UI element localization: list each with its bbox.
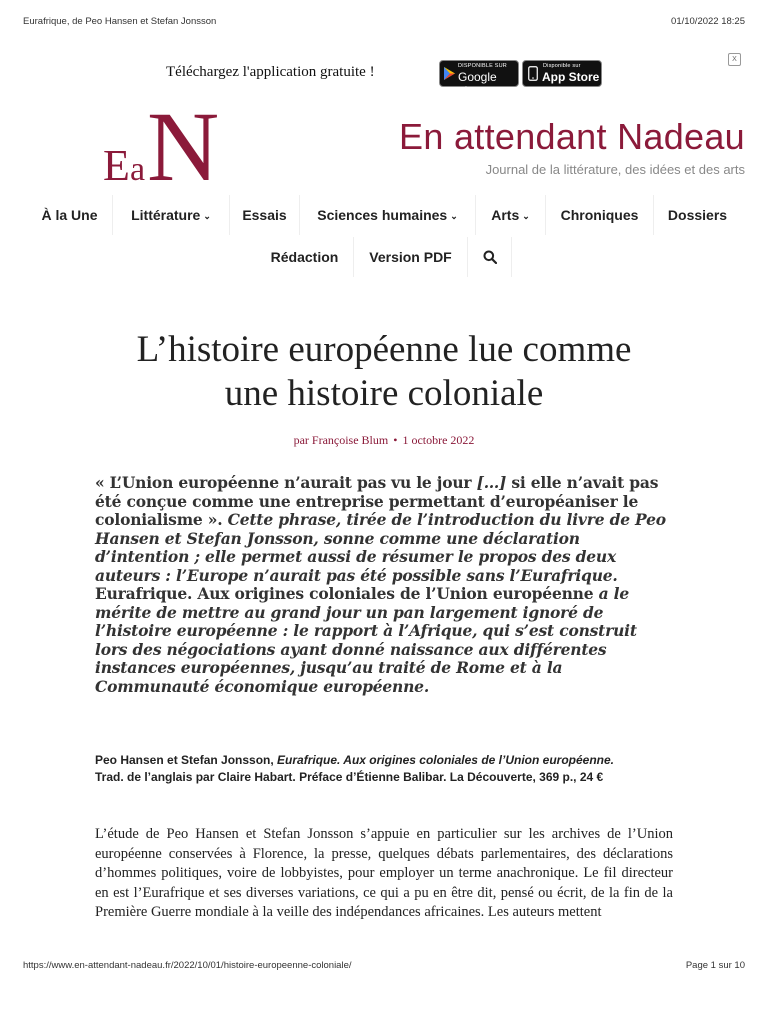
site-logo[interactable] xyxy=(103,100,219,184)
app-store-label: App Store xyxy=(542,70,600,84)
app-promo-banner xyxy=(0,60,768,98)
book-authors: Peo Hansen et Stefan Jonsson, xyxy=(95,753,278,767)
ad-close-icon[interactable]: X xyxy=(728,53,741,66)
site-tagline: Journal de la littérature, des idées et des arts xyxy=(485,162,745,177)
book-reference xyxy=(95,752,695,786)
nav-item-label: Sciences humaines xyxy=(317,207,448,223)
nav-item-label: Dossiers xyxy=(667,207,728,223)
nav-item-dossiers[interactable] xyxy=(654,195,741,235)
byline-author[interactable]: par Françoise Blum xyxy=(293,433,389,447)
search-icon xyxy=(483,250,497,264)
main-nav-row-2 xyxy=(0,237,768,277)
nav-item-sciences-humaines[interactable] xyxy=(300,195,476,235)
nav-item-label: À la Une xyxy=(41,207,98,223)
print-footer-page: Page 1 sur 10 xyxy=(685,960,745,971)
book-title: Eurafrique. Aux origines coloniales de l’Union européenne. xyxy=(277,753,614,767)
lead-ellipsis: […] xyxy=(476,473,507,492)
google-play-small-label: DISPONIBLE SUR xyxy=(458,63,507,69)
nav-item-label: Rédaction xyxy=(270,249,339,265)
byline: par Françoise Blum • 1 octobre 2022 xyxy=(293,433,475,447)
print-header xyxy=(23,16,745,32)
book-details: Trad. de l’anglais par Claire Habart. Préface d’Étienne Balibar. La Découverte, 369 p., 24 € xyxy=(95,770,604,784)
print-footer-url: https://www.en-attendant-nadeau.fr/2022/10/01/histoire-europeenne-coloniale/ xyxy=(23,960,352,971)
google-play-icon xyxy=(444,67,455,80)
chevron-down-icon: ⌄ xyxy=(450,211,458,221)
nav-item-label: Littérature xyxy=(131,207,201,223)
nav-item-litterature[interactable] xyxy=(113,195,230,235)
nav-item-label: Version PDF xyxy=(369,249,452,265)
print-header-title: Eurafrique, de Peo Hansen et Stefan Jonsson xyxy=(23,16,217,27)
article-title-line-1: L’histoire européenne lue comme xyxy=(136,329,632,370)
lead-commentary: Cette phrase, tirée de l’introduction du livre de Peo Hansen et Stefan Jonsson, sonne comme une déclaration d’intention ; elle permet aussi de résumer le propos des deux auteurs : l’Europe n’aurait pas été possible sans l’Eurafrique. xyxy=(95,510,666,585)
nav-search-button[interactable] xyxy=(468,237,512,277)
article-title-line-2: une histoire coloniale xyxy=(224,373,544,414)
nav-item-arts[interactable] xyxy=(476,195,546,235)
nav-item-label: Chroniques xyxy=(560,207,639,223)
article-lead xyxy=(95,474,673,696)
nav-item-version-pdf[interactable] xyxy=(354,237,468,277)
site-title[interactable]: En attendant Nadeau xyxy=(399,116,745,157)
logo-letter-a: a xyxy=(130,151,146,184)
app-promo-text: Téléchargez l'application gratuite ! xyxy=(166,64,375,80)
google-play-badge[interactable] xyxy=(439,60,519,98)
lead-quote-end: si elle n’avait pas été conçue comme une entreprise permettant d’européaniser le colonialisme ». xyxy=(95,473,659,529)
lead-commentary-2: a le mérite de mettre au grand jour un pan largement ignoré de l’histoire européenne : le rapport à l’Afrique, qui s’est construit lors des négociations ayant donné naissance aux différentes instances européennes, jusqu’au traité de Rome et à la Communauté économique européenne. xyxy=(95,584,637,696)
article-body: L’étude de Peo Hansen et Stefan Jonsson s’appuie en particulier sur les archives de l’Union européenne conservées à Florence, la presse, quelques débats parlementaires, des déclarations d’hommes politiques, voire de lobbyistes, pour employer un terme anachronique. Le fil directeur en est l’Eurafrique et ses diverses variations, ce qui a pu en être dit, pensé ou écrit, de la fin de la Première Guerre mondiale à la veille des indépendances africaines. Les auteurs mettent xyxy=(95,826,673,920)
phone-icon xyxy=(528,66,538,81)
logo-letter-n: N xyxy=(147,100,219,184)
chevron-down-icon: ⌄ xyxy=(203,211,211,221)
print-header-datetime: 01/10/2022 18:25 xyxy=(671,16,745,27)
google-play-label: Google play xyxy=(458,70,497,98)
article-title xyxy=(40,328,728,416)
byline-date: 1 octobre 2022 xyxy=(402,433,475,447)
app-store-small-label: Disponible sur xyxy=(543,63,581,69)
lead-quote-start: « L’Union européenne n’aurait pas vu le jour xyxy=(95,473,477,492)
nav-item-chroniques[interactable] xyxy=(546,195,654,235)
main-nav xyxy=(0,195,768,235)
lead-book-title: Eurafrique. Aux origines coloniales de l’Union européenne xyxy=(95,584,594,603)
nav-item-redaction[interactable] xyxy=(256,237,354,277)
nav-item-essais[interactable] xyxy=(230,195,300,235)
nav-item-a-la-une[interactable] xyxy=(27,195,113,235)
print-footer xyxy=(23,960,745,976)
app-store-badge[interactable] xyxy=(522,60,602,87)
nav-item-label: Arts xyxy=(491,207,520,223)
chevron-down-icon: ⌄ xyxy=(522,211,530,221)
nav-item-label: Essais xyxy=(242,207,287,223)
logo-letter-e: E xyxy=(103,141,130,184)
